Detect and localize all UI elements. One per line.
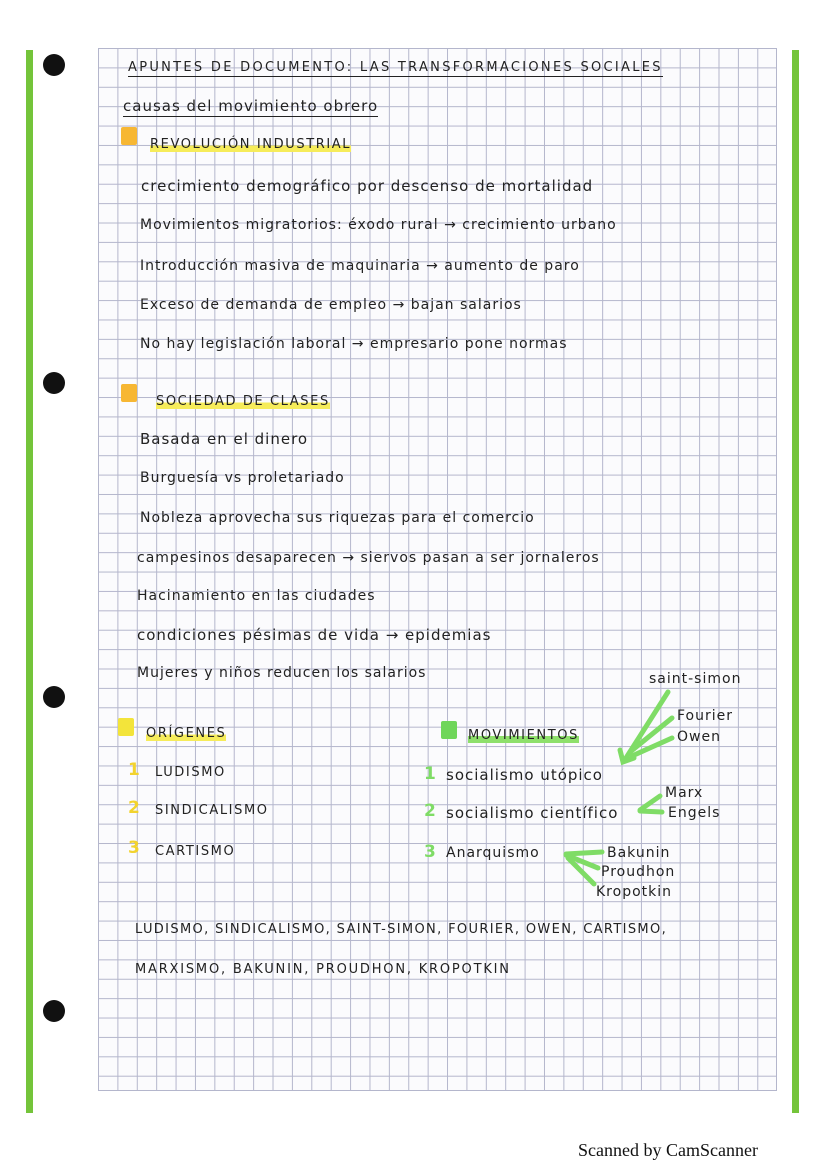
note-line: Hacinamiento en las ciudades: [137, 588, 376, 604]
note-line: Basada en el dinero: [140, 430, 309, 448]
thinker-name: Proudhon: [601, 864, 676, 880]
arrow-engels: [640, 811, 662, 812]
thinker-name: Owen: [677, 729, 721, 745]
list-number: 3: [424, 842, 436, 862]
thinker-name: Fourier: [677, 708, 734, 724]
note-line: No hay legislación laboral → empresario pone normas: [140, 336, 568, 352]
section-heading-origenes: ORÍGENES: [146, 726, 227, 741]
note-line: Introducción masiva de maquinaria → aumento de paro: [140, 258, 580, 274]
list-number: 2: [128, 798, 140, 818]
summary-line: LUDISMO, SINDICALISMO, SAINT-SIMON, FOURIER, OWEN, CARTISMO,: [135, 922, 668, 937]
section-heading-sociedad: SOCIEDAD DE CLASES: [156, 394, 330, 409]
list-item: socialismo científico: [446, 804, 619, 822]
note-line: Mujeres y niños reducen los salarios: [137, 665, 427, 681]
scanner-footer: Scanned by CamScanner: [578, 1140, 758, 1160]
list-item: socialismo utópico: [446, 766, 603, 784]
thinker-name: Kropotkin: [596, 884, 673, 900]
list-number: 2: [424, 801, 436, 821]
note-line: Exceso de demanda de empleo → bajan salarios: [140, 297, 522, 313]
note-line: campesinos desaparecen → siervos pasan a ser jornaleros: [137, 550, 600, 566]
note-line: condiciones pésimas de vida → epidemias: [137, 626, 492, 644]
list-item: LUDISMO: [155, 765, 226, 780]
note-line: crecimiento demográfico por descenso de mortalidad: [141, 177, 594, 195]
section-heading-movimientos: MOVIMIENTOS: [468, 728, 579, 743]
summary-line: MARXISMO, BAKUNIN, PROUDHON, KROPOTKIN: [135, 962, 511, 977]
note-line: Nobleza aprovecha sus riquezas para el comercio: [140, 510, 535, 526]
note-line: Movimientos migratorios: éxodo rural → crecimiento urbano: [140, 217, 617, 233]
thinker-name: Engels: [668, 805, 721, 821]
arrow-bakunin: [566, 852, 602, 854]
page-title: APUNTES DE DOCUMENTO: LAS TRANSFORMACIONES SOCIALES: [128, 60, 663, 75]
list-number: 3: [128, 838, 140, 858]
list-number: 1: [424, 764, 436, 784]
thinker-name: saint-simon: [649, 671, 742, 687]
arrow-marx: [640, 796, 660, 810]
list-item: CARTISMO: [155, 844, 236, 859]
thinker-name: Marx: [665, 785, 704, 801]
list-number: 1: [128, 760, 140, 780]
section-heading-revolucion: REVOLUCIÓN INDUSTRIAL: [150, 137, 352, 152]
thinker-name: Bakunin: [607, 845, 671, 861]
list-item: Anarquismo: [446, 845, 540, 861]
page-subtitle: causas del movimiento obrero: [123, 97, 379, 115]
note-line: Burguesía vs proletariado: [140, 470, 345, 486]
list-item: SINDICALISMO: [155, 803, 269, 818]
